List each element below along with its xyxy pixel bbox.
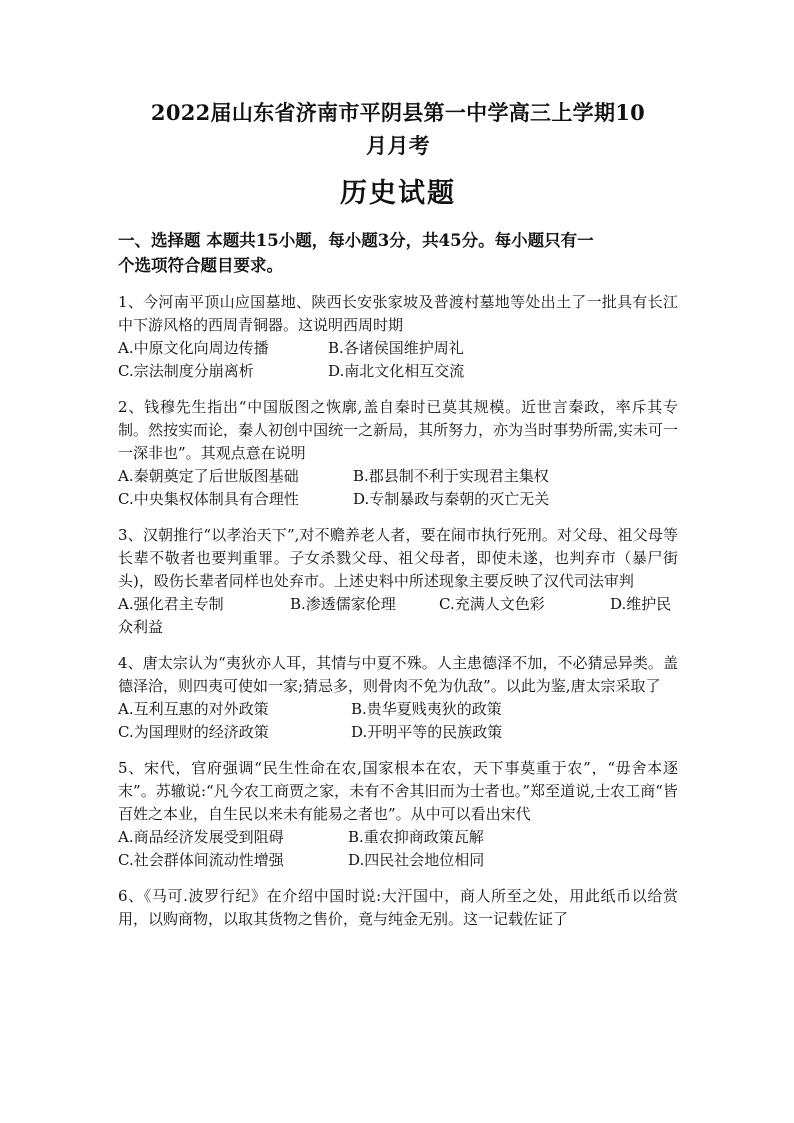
question-6 <box>118 885 678 931</box>
section-heading <box>118 228 678 278</box>
option-d: D.开明平等的民族政策 <box>351 723 503 741</box>
exam-title <box>118 96 678 162</box>
option-a: A.秦朝奠定了后世版图基础 <box>118 467 299 485</box>
option-b: B.贵华夏贱夷狄的政策 <box>351 700 502 718</box>
option-d: D.维护民 <box>610 595 672 613</box>
section-heading-line1: 一、选择题 本题共15小题，每小题3分，共45分。每小题只有一 <box>118 231 594 250</box>
option-c: C.充满人文色彩 <box>439 595 545 613</box>
question-stem: 2、钱穆先生指出“中国版图之恢廓,盖自秦时已莫其规模。近世言秦政，率斥其专制。然按实而论，秦人初创中国统一之新局，其所努力，亦为当时事势所需,实未可一一深非也”。其观点意在说明 <box>118 398 678 462</box>
question-2 <box>118 396 678 511</box>
option-c: C.宗法制度分崩离析 <box>118 362 254 380</box>
option-d: D.南北文化相互交流 <box>328 362 465 380</box>
exam-title-line2: 月月考 <box>366 133 430 158</box>
option-d-continuation: 众利益 <box>118 618 164 636</box>
option-b: B.郡县制不利于实现君主集权 <box>353 467 549 485</box>
option-d: D.四民社会地位相同 <box>348 851 485 869</box>
question-stem: 6、《马可.波罗行纪》在介绍中国时说:大汗国中，商人所至之处，用此纸币以给赏用，以购商物，以取其货物之售价，竟与纯金无别。这一记载佐证了 <box>118 887 678 928</box>
option-d: D.专制暴政与秦朝的灭亡无关 <box>353 490 550 508</box>
option-b: B.各诸侯国维护周礼 <box>328 339 464 357</box>
question-stem: 3、汉朝推行“以孝治天下”,对不赡养老人者，要在闹市执行死刑。对父母、祖父母等长辈不敬者也要判重罪。子女杀戮父母、祖父母者，即使未遂，也判弃市（暴尸街头)，殴伤长辈者同样也处弃市。上述史料中所述现象主要反映了汉代司法审判 <box>118 526 678 590</box>
question-5 <box>118 757 678 872</box>
option-a: A.强化君主专制 <box>118 595 224 613</box>
question-4 <box>118 652 678 744</box>
option-c: C.中央集权体制具有合理性 <box>118 490 299 508</box>
option-b: B.渗透儒家伦理 <box>290 595 396 613</box>
question-3 <box>118 524 678 639</box>
option-a: A.互利互惠的对外政策 <box>118 700 269 718</box>
exam-title-line1: 2022届山东省济南市平阴县第一中学高三上学期10 <box>150 100 646 125</box>
question-stem: 1、今河南平顶山应国墓地、陕西长安张家坡及普渡村墓地等处出土了一批具有长江中下游风格的西周青铜器。这说明西周时期 <box>118 293 678 334</box>
option-a: A.商品经济发展受到阻碍 <box>118 828 284 846</box>
question-stem: 5、宋代，官府强调“民生性命在农,国家根本在农，天下事莫重于农”，“毋舍本逐末”。苏辙说:“凡今农工商贾之家，未有不舍其旧而为士者也。”郑至道说,士农工商“皆百姓之本业，自生民以来未有能易之者也”。从中可以看出宋代 <box>118 759 678 823</box>
exam-page <box>118 0 678 931</box>
question-stem: 4、唐太宗认为“夷狄亦人耳，其情与中夏不殊。人主患德泽不加，不必猜忌异类。盖德泽洽，则四夷可使如一家;猜忌多，则骨肉不免为仇敌”。以此为鉴,唐太宗采取了 <box>118 654 678 695</box>
option-b: B.重农抑商政策瓦解 <box>348 828 484 846</box>
question-1 <box>118 291 678 383</box>
option-c: C.为国理财的经济政策 <box>118 723 269 741</box>
option-c: C.社会群体间流动性增强 <box>118 851 284 869</box>
option-a: A.中原文化向周边传播 <box>118 339 269 357</box>
exam-subtitle: 历史试题 <box>340 178 456 209</box>
section-heading-line2: 个选项符合题目要求。 <box>118 256 283 275</box>
